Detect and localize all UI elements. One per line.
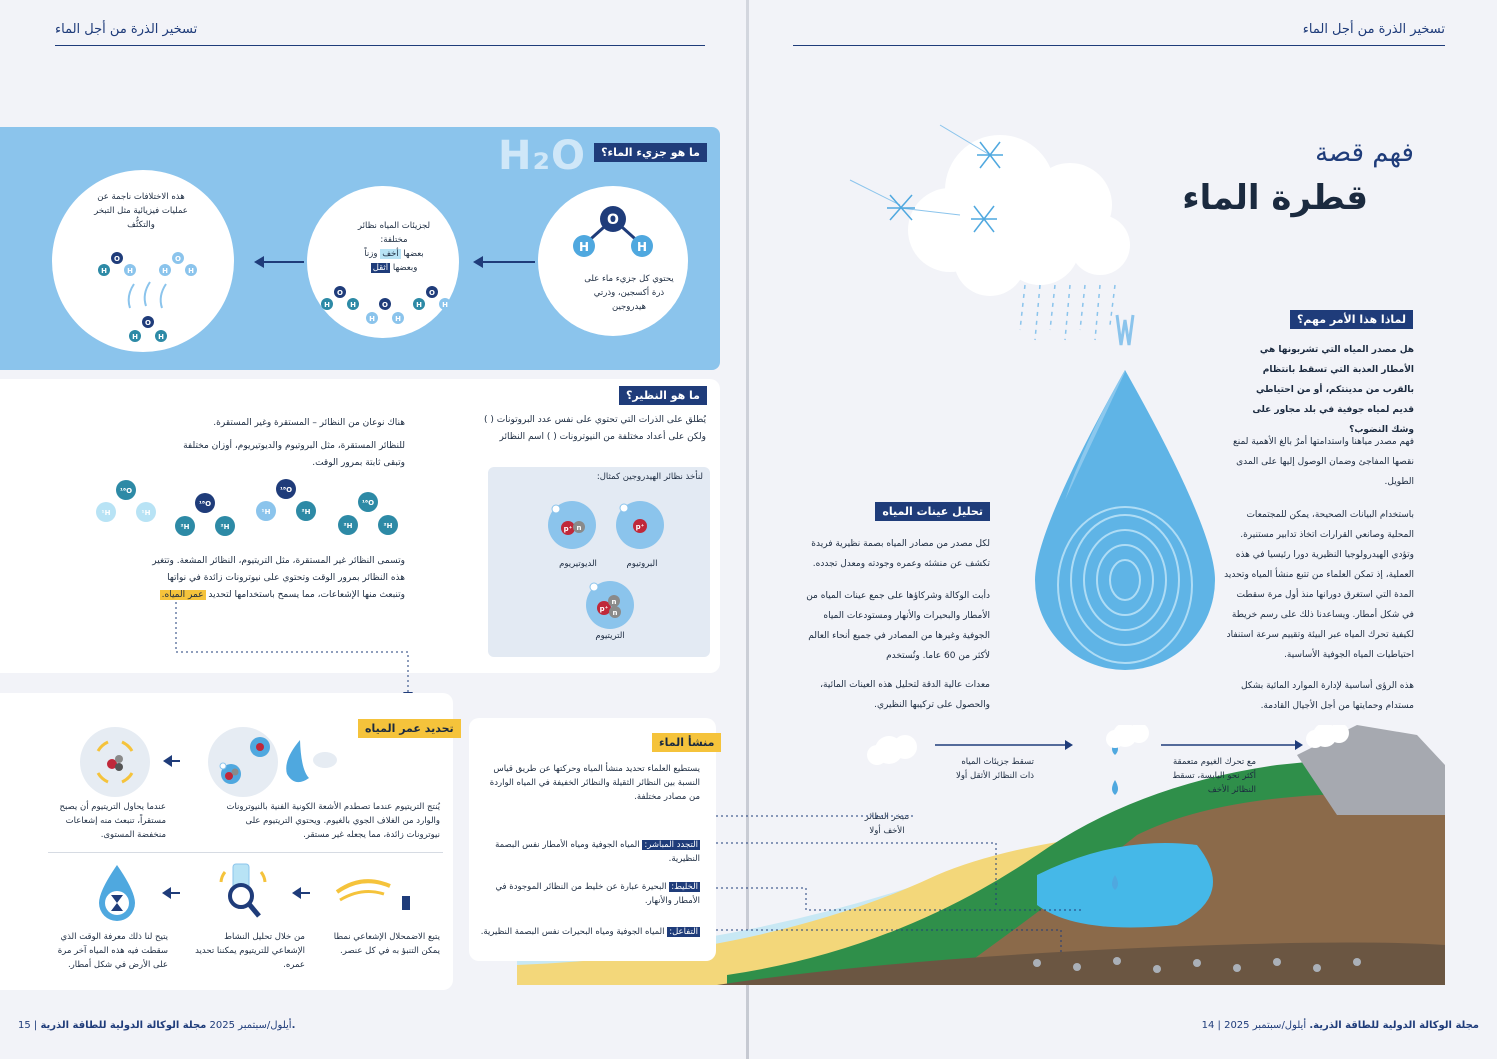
svg-text:O: O: [337, 289, 343, 297]
age-result-text: يتيح لنا ذلك معرفة الوقت الذي سقطت فيه هذه المياه آخر مرة على الأرض في شكل أمطار.: [57, 932, 168, 970]
svg-text:p⁺: p⁺: [563, 525, 573, 533]
right-footer: مجلة الوكالة الدولية للطاقة الذرية. أيلول/سبتمبر 2025 | 14: [1201, 1020, 1479, 1031]
origin-interaction: [478, 925, 700, 939]
water-drop-hourglass-icon: [93, 863, 141, 925]
fingerprint-drop-icon: [1025, 300, 1225, 690]
svg-text:²H: ²H: [343, 522, 353, 530]
svg-text:²H: ²H: [301, 508, 311, 516]
svg-text:O: O: [114, 255, 120, 263]
svg-text:H: H: [162, 267, 168, 275]
decay-pattern-icon: [332, 872, 417, 914]
water-isotopologues-icon: [88, 478, 408, 540]
caption-2-line-1: لجزيئات المياه نظائر مختلفة:: [357, 221, 431, 245]
lighter-highlight: أخف: [382, 249, 399, 259]
left-footer: 15 | أيلول/سبتمبر 2025 مجلة الوكالة الدولية للطاقة الذرية .: [18, 1020, 296, 1031]
deuterium-label: الديوتيريوم: [559, 559, 597, 569]
evaporation-icon: [90, 248, 200, 344]
svg-text:²H: ²H: [180, 523, 190, 531]
page-number-right: 14: [1201, 1020, 1215, 1031]
svg-text:¹H: ¹H: [101, 509, 111, 517]
dotted-connector: [170, 600, 420, 700]
svg-text:H: H: [395, 315, 401, 323]
analysis-magnifier-icon: [215, 860, 275, 922]
hydrogen-example-title: لنأخذ نظائر الهيدروجين كمثال:: [596, 472, 703, 482]
svg-text:H: H: [158, 333, 164, 341]
mixture-label: الخليط:: [671, 882, 698, 892]
right-header-title: تسخير الذرة من أجل الماء: [1302, 22, 1445, 37]
isotope-tag: ما هو النظير؟: [619, 386, 707, 405]
svg-text:¹⁸O: ¹⁸O: [279, 486, 293, 494]
svg-text:O: O: [175, 255, 181, 263]
why-paragraph-3: هذه الرؤى أساسية لإدارة الموارد المائية بشكل مستدام وحمايتها من أجل الأجيال القادمة.: [1240, 681, 1414, 711]
svg-text:p⁺: p⁺: [599, 605, 609, 613]
arrow-1-line: [475, 261, 535, 263]
cycle-annotation-2: تسقط جزيئات المياه ذات النظائر الأثقل أولا: [955, 757, 1034, 781]
svg-text:H: H: [442, 301, 448, 309]
age-tag: تحديد عمر المياه: [358, 719, 461, 738]
svg-text:H: H: [416, 301, 422, 309]
right-header-rule: [793, 45, 1445, 46]
analysis-text: من خلال تحليل النشاط الإشعاعي للتريتيوم يمكننا تحديد عمره.: [195, 932, 305, 970]
radioactive-isotopes-text: [145, 553, 405, 604]
arrow-left-icon: [163, 755, 172, 767]
molecule-caption-1: يحتوي كل جزيء ماء على ذرة أكسجين، وذرتي هيدروجين: [584, 274, 674, 312]
svg-text:¹⁸O: ¹⁸O: [198, 500, 212, 508]
footer-magazine: مجلة الوكالة الدولية للطاقة الذرية: [1313, 1020, 1479, 1031]
svg-text:H: H: [127, 267, 133, 275]
protium-label: البروتيوم: [626, 559, 658, 569]
origin-paragraph: يستطيع العلماء تحديد منشأ المياه وحركتها عن طريق قياس النسبة بين النظائر الثقيلة والنظائر الخفيفة في المياه الواردة من مصادر مختلفة.: [489, 764, 700, 802]
svg-text:¹⁶O: ¹⁶O: [361, 499, 375, 507]
samples-tag: تحليل عينات المياه: [875, 502, 990, 521]
tritium-production-icon: [205, 730, 340, 790]
stable-isotopes-text: للنظائر المستقرة، مثل البروتيوم والديوتيريوم، أوزان مختلفة وتبقى ثابتة بمرور الوقت.: [183, 441, 405, 468]
story-title-line-2: قطرة الماء: [1182, 178, 1368, 218]
svg-text:¹⁶O: ¹⁶O: [119, 487, 133, 495]
samples-paragraph-1: لكل مصدر من مصادر المياه بصمة نظيرية فريدة تكشف عن منشئه وعمره وجودته ومعدل تجدده.: [811, 539, 990, 569]
decay-pattern-text: يتبع الاضمحلال الإشعاعي نمطا يمكن التنبؤ به في كل عنصر.: [333, 932, 440, 956]
svg-text:H: H: [369, 315, 375, 323]
footer-sep: |: [33, 1020, 38, 1031]
svg-text:H: H: [132, 333, 138, 341]
tritium-label: التريتيوم: [595, 631, 625, 641]
interaction-label: التفاعل:: [669, 927, 698, 937]
caption-2-text: وبعضها: [392, 263, 418, 273]
why-paragraph-1: فهم مصدر مياهنا واستدامتها أمرٌ بالغ الأهمية لمنع نقصها المفاجئ وضمان الوصول إليها على المدى الطويل.: [1232, 437, 1414, 487]
why-paragraph-2: باستخدام البيانات الصحيحة، يمكن للمجتمعات المحلية وصانعي القرارات اتخاذ تدابير مستنيرة. وتؤدي الهيدرولوجيا النظيرية دورا رئيسيا في هذه العملية، إذ تمكن العلماء من تتبع منشأ المياه وتحديد المدة التي استغرق دورانها منذ أول مرة سقطت في شكل أمطار. ويساعدنا ذلك على رسم خريطة لكيفية تحرك المياه عبر البيئة وتقييم سرعة استنفاد احتياطيات المياه الجوفية الأساسية.: [1224, 510, 1414, 660]
water-molecule-icon: [560, 203, 666, 267]
samples-paragraph-3: معدات عالية الدقة لتحليل هذه العينات المائية، والحصول على تركيبها النظيري.: [820, 680, 990, 710]
why-tag: لماذا هذا الأمر مهم؟: [1290, 310, 1413, 329]
radioactive-text: وتسمى النظائر غير المستقرة، مثل التريتيوم، النظائر المشعة. وتتغير هذه النظائر بمرور الوقت وتحتوي على نيوترونات زائدة في نواتها وتنبعث منها الإشعاعات، مما يسمح باستخدامها لتحديد: [152, 556, 405, 600]
tritium-decay-text: عندما يحاول التريتيوم أن يصبح مستقراً، تنبعث منه إشعاعات منخفضة المستوى.: [59, 802, 166, 840]
svg-text:n: n: [576, 524, 582, 532]
direct-renewal-text: المياه الجوفية ومياه الأمطار نفس البصمة النظيرية.: [495, 840, 700, 864]
svg-text:H: H: [636, 240, 648, 254]
origin-direct-renewal: [478, 838, 700, 866]
origin-connectors: [716, 810, 1096, 960]
svg-text:H: H: [578, 240, 590, 254]
caption-2-text: بعضها: [403, 249, 424, 259]
origin-tag: منشأ الماء: [652, 733, 721, 752]
footer-sep: |: [1217, 1020, 1221, 1031]
cycle-annotation-3: تتبخر النظائر الأخف أولا: [864, 812, 910, 836]
svg-text:O: O: [429, 289, 435, 297]
left-header-title: تسخير الذرة من أجل الماء: [55, 22, 198, 37]
svg-text:O: O: [145, 319, 151, 327]
isotope-definition: يُطلق على الذرات التي تحتوي على نفس عدد البروتونات ( ) ولكن على أعداد مختلفة من النيوترونات ( ) اسم النظائر: [484, 415, 706, 442]
story-title-line-1: فهم قصة: [1315, 138, 1414, 168]
svg-text:¹H: ¹H: [141, 509, 151, 517]
arrow-left-icon: [254, 256, 264, 268]
h2o-watermark: H₂O: [498, 133, 586, 179]
footer-date: أيلول/سبتمبر 2025: [209, 1020, 292, 1031]
mixture-text: البحيرة عبارة عن خليط من النظائر الموجودة في الأمطار والأنهار.: [495, 882, 700, 906]
svg-text:H: H: [101, 267, 107, 275]
molecule-caption-3: هذه الاختلافات ناجمة عن عمليات فيزيائية مثل التبخر والتكثُّف: [94, 192, 188, 230]
isotope-molecules-icon: [313, 280, 453, 330]
heavier-highlight: أثقل: [372, 263, 389, 273]
arrow-left-icon: [473, 256, 483, 268]
arrow-left-icon: [162, 887, 171, 899]
svg-text:H: H: [324, 301, 330, 309]
svg-text:²H: ²H: [383, 522, 393, 530]
direct-renewal-label: التجدد المباشر:: [644, 840, 698, 850]
svg-text:O: O: [382, 301, 388, 309]
caption-2-text: وزناً: [364, 249, 378, 259]
water-molecule-tag: ما هو جزيء الماء؟: [594, 143, 707, 162]
svg-text:¹H: ¹H: [261, 508, 271, 516]
svg-text:H: H: [350, 301, 356, 309]
svg-text:n: n: [611, 598, 617, 606]
svg-text:H: H: [188, 267, 194, 275]
molecule-caption-2: [345, 219, 443, 275]
footer-date: أيلول/سبتمبر 2025: [1224, 1020, 1307, 1031]
tritium-production-text: يُنتج التريتيوم عندما تصطدم الأشعة الكونية الفنية بالنيوترونات والوارد من الغلاف الجوي بالغيوم. ويحتوي التريتيوم على نيوترونات زائدة، مما يجعله غير مستقر.: [226, 802, 440, 840]
svg-text:n: n: [612, 609, 618, 617]
left-header-rule: [55, 45, 705, 46]
footer-magazine: مجلة الوكالة الدولية للطاقة الذرية: [40, 1020, 207, 1031]
age-divider: [48, 852, 443, 853]
svg-text:²H: ²H: [220, 523, 230, 531]
page-number-left: 15: [18, 1020, 31, 1031]
cycle-annotation-1: مع تحرك الغيوم متعمقة أكثر نحو اليابسة، تسقط النظائر الأخف: [1172, 757, 1256, 795]
samples-paragraph-2: دأبت الوكالة وشركاؤها على جمع عينات المياه من الأمطار والبحيرات والأنهار ومستودعات المياه الجوفية وغيرها من المصادر في جميع أنحاء العالم لأكثر من 60 عاما. وتُستخدم: [806, 591, 990, 661]
isotope-types-text: هناك نوعان من النظائر – المستقرة وغير المستقرة.: [213, 418, 405, 428]
interaction-text: المياه الجوفية ومياه البحيرات نفس البصمة النظيرية.: [480, 927, 665, 937]
arrow-left-icon: [292, 887, 301, 899]
why-question: هل مصدر المياه التي تشربونها هي الأمطار العذبة التي تسقط بانتظام بالقرب من مدينتكم، أو من احتياطي قديم لمياه جوفية في بلد مجاور على وشك النضوب؟: [1252, 345, 1414, 435]
water-age-highlight: عمر المياه.: [161, 590, 204, 600]
radiation-icon: [90, 737, 140, 787]
origin-mixture: [478, 880, 700, 908]
svg-text:O: O: [607, 212, 619, 228]
svg-text:p⁺: p⁺: [635, 523, 645, 531]
